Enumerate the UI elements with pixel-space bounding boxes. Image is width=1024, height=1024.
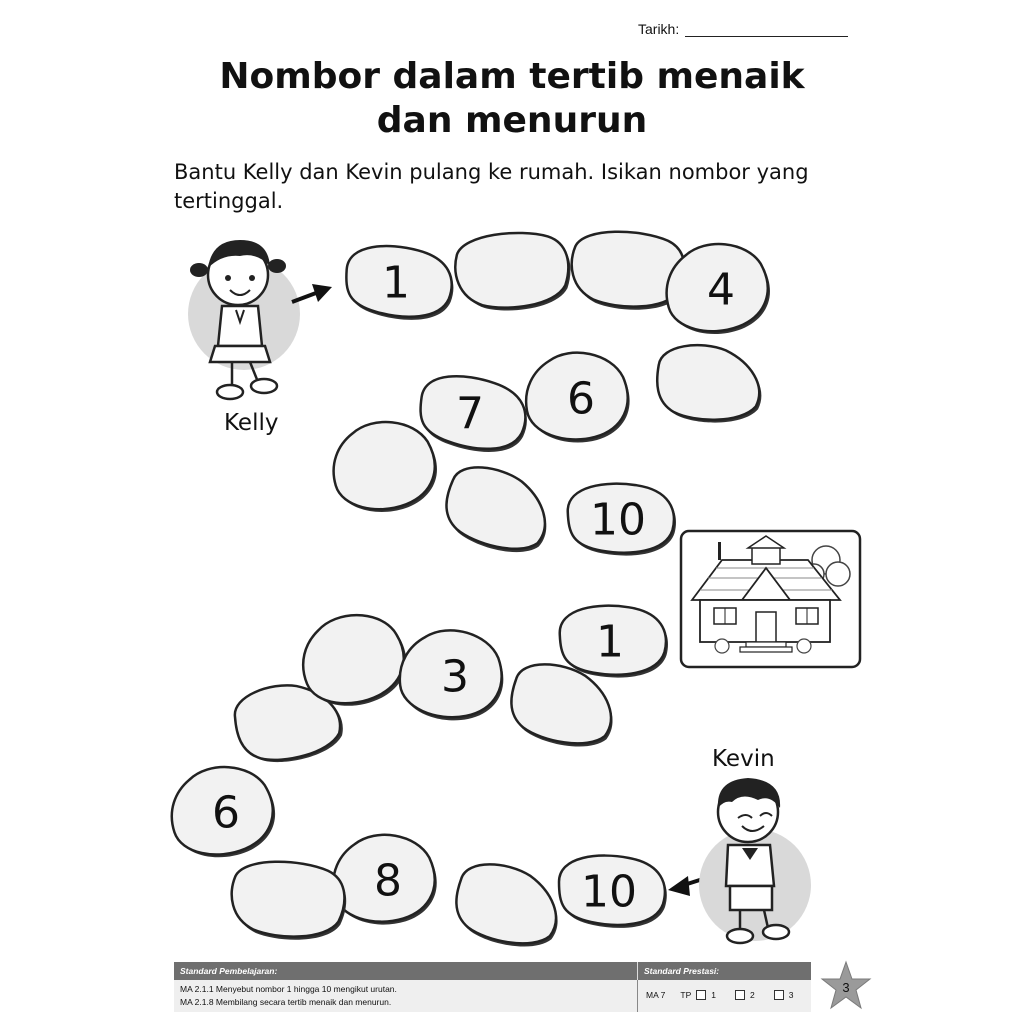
descending-stone-5-number: 6 (212, 787, 240, 839)
descending-stone-4[interactable] (229, 858, 349, 943)
ascending-stone-9[interactable] (440, 462, 555, 558)
kevin-character (699, 778, 811, 943)
descending-stone-8-number: 3 (441, 651, 469, 703)
descending-stone-5 (165, 760, 280, 863)
learning-standard-1: MA 2.1.1 Menyebut nombor 1 hingga 10 mengikut urutan. (180, 984, 397, 994)
descending-stone-1-number: 10 (581, 866, 637, 918)
page-title-line-2: dan menurun (376, 100, 648, 141)
ascending-stone-4-number: 4 (707, 264, 735, 316)
ascending-stone-5[interactable] (655, 341, 763, 427)
ascending-stone-7-number: 7 (456, 388, 484, 440)
ascending-stone-7 (415, 371, 532, 458)
footer-heading-bar (174, 962, 811, 980)
date-label: Tarikh: (638, 21, 680, 37)
ascending-stone-path (329, 228, 774, 557)
ascending-stone-10-number: 10 (590, 494, 646, 546)
descending-stone-2[interactable] (452, 861, 563, 950)
tp-level-1-label: 1 (711, 990, 716, 1000)
ascending-stone-6-number: 6 (567, 373, 595, 425)
descending-stone-8 (397, 627, 507, 724)
ascending-stone-2[interactable] (453, 229, 573, 314)
descending-stone-path (165, 604, 669, 951)
ascending-stone-8[interactable] (329, 417, 441, 517)
girl-name-label: Kelly (224, 410, 279, 436)
page-number: 3 (842, 980, 850, 995)
descending-stone-10 (559, 604, 669, 680)
instruction-line-2: tertinggal. (174, 189, 284, 213)
descending-stone-10-number: 1 (596, 616, 624, 668)
page-number-star-icon (820, 960, 872, 1012)
ascending-stone-6 (526, 353, 630, 443)
page-title-line-1: Nombor dalam tertib menaik (219, 56, 805, 97)
ascending-stone-1 (343, 243, 456, 323)
tp-level-2-checkbox[interactable] (735, 990, 745, 1000)
tp-level-2-label: 2 (749, 990, 755, 1000)
descending-stone-3-number: 8 (374, 855, 402, 907)
tp-level-3-checkbox[interactable] (774, 990, 784, 1000)
tp-label: TP (680, 990, 692, 1000)
kelly-character (188, 240, 300, 399)
performance-level-row (646, 990, 793, 1000)
performance-standard-heading: Standard Prestasi: (644, 966, 720, 976)
tp-level-3-label: 3 (788, 990, 794, 1000)
ascending-stone-1-number: 1 (382, 257, 410, 309)
learning-standard-heading: Standard Pembelajaran: (180, 966, 278, 976)
house-picture (681, 531, 860, 667)
descending-stone-3 (332, 833, 439, 926)
start-arrow-icon (292, 284, 332, 302)
descending-stone-1 (559, 856, 667, 928)
instruction-line-1: Bantu Kelly dan Kevin pulang ke rumah. Isikan nombor yang (174, 160, 809, 184)
learning-standard-2: MA 2.1.8 Membilang secara tertib menaik dan menurun. (180, 997, 392, 1007)
tp-level-1-checkbox[interactable] (696, 990, 706, 1000)
ascending-stone-10 (567, 482, 677, 558)
ma-code: MA 7 (646, 990, 666, 1000)
footer-content (174, 980, 811, 1012)
boy-name-label: Kevin (712, 746, 775, 772)
